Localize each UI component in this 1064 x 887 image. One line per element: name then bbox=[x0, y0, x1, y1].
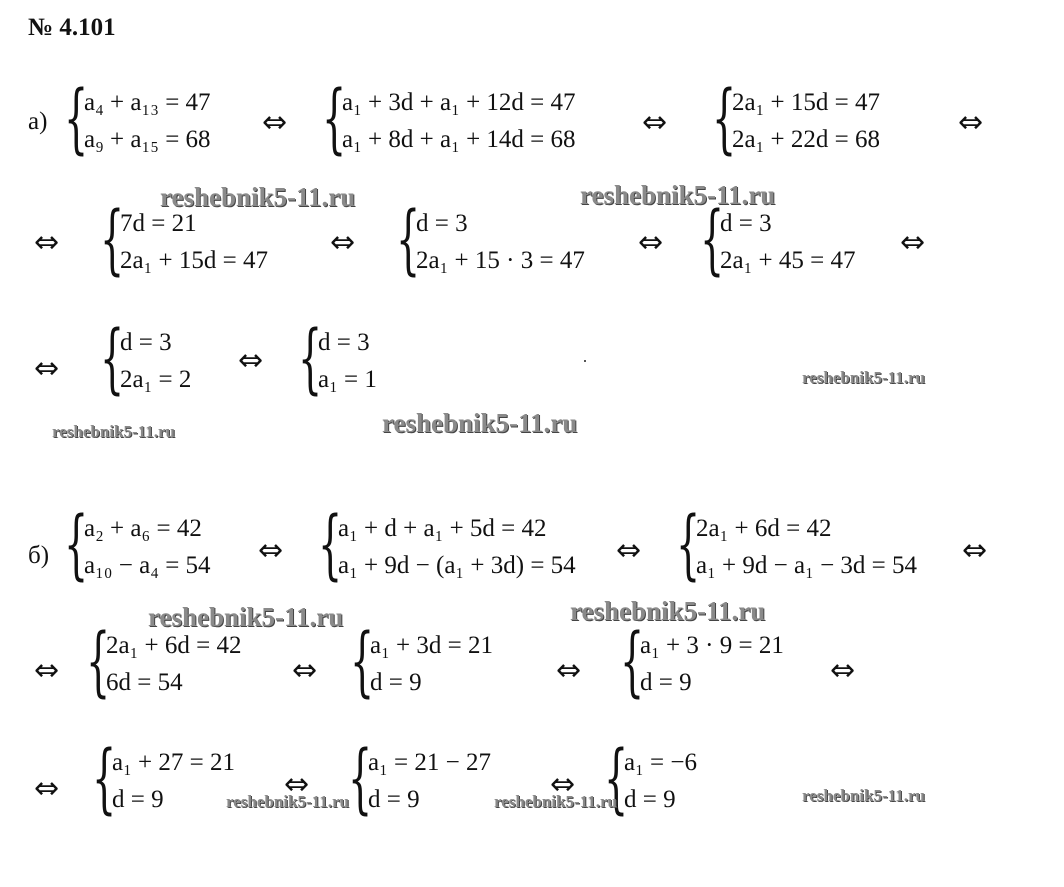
equivalence-arrow: ⇔ bbox=[330, 225, 356, 260]
system-b-8: { a₁ = 21 − 27 d = 9 bbox=[348, 733, 492, 822]
equivalence-arrow: ⇔ bbox=[638, 225, 664, 260]
watermark: reshebnik5-11.ru bbox=[160, 182, 356, 212]
system-a-7: { d = 3 2a₁ = 2 bbox=[100, 313, 192, 402]
equivalence-arrow: ⇔ bbox=[34, 653, 60, 688]
watermark: reshebnik5-11.ru bbox=[494, 792, 617, 811]
watermark: reshebnik5-11.ru bbox=[802, 368, 925, 387]
equivalence-arrow: ⇔ bbox=[642, 105, 668, 140]
watermark: reshebnik5-11.ru bbox=[802, 786, 925, 805]
equation: a₁ + 9d − (a₁ + 3d) = 54 bbox=[338, 552, 576, 579]
system-a-4: { 7d = 21 2a₁ + 15d = 47 bbox=[100, 194, 269, 283]
equation: 2a₁ + 15d = 47 bbox=[120, 247, 269, 274]
equivalence-arrow: ⇔ bbox=[284, 767, 310, 802]
equation: d = 3 bbox=[416, 210, 468, 237]
system-a-5: { d = 3 2a₁ + 15 · 3 = 47 bbox=[396, 194, 585, 283]
watermark: reshebnik5-11.ru bbox=[580, 180, 776, 210]
part-b-label: б) bbox=[28, 542, 50, 569]
equation: a₁₀ − a₄ = 54 bbox=[84, 552, 211, 579]
equivalence-arrow: ⇔ bbox=[550, 767, 576, 802]
equation: a₁ = −6 bbox=[624, 749, 698, 776]
system-b-2: { a₁ + d + a₁ + 5d = 42 a₁ + 9d − (a₁ + 3d) = 54 bbox=[318, 499, 576, 588]
equation: d = 3 bbox=[120, 329, 172, 356]
watermark: reshebnik5-11.ru bbox=[226, 792, 349, 811]
system-a-1: { a₄ + a₁₃ = 47 a₉ + a₁₅ = 68 bbox=[64, 73, 211, 162]
system-a-8: { d = 3 a₁ = 1 bbox=[298, 313, 377, 402]
watermark: reshebnik5-11.ru bbox=[52, 422, 175, 441]
equation: d = 3 bbox=[318, 329, 370, 356]
equivalence-arrow: ⇔ bbox=[958, 105, 984, 140]
equation: d = 9 bbox=[624, 786, 676, 813]
equation: 2a₁ + 15d = 47 bbox=[732, 89, 881, 116]
equation: 7d = 21 bbox=[120, 210, 197, 237]
equation: 2a₁ + 6d = 42 bbox=[696, 515, 832, 542]
equation: d = 3 bbox=[720, 210, 772, 237]
equation: a₁ + 8d + a₁ + 14d = 68 bbox=[342, 126, 576, 153]
system-b-3: { 2a₁ + 6d = 42 a₁ + 9d − a₁ − 3d = 54 bbox=[676, 499, 918, 588]
system-b-1: { a₂ + a₆ = 42 a₁₀ − a₄ = 54 bbox=[64, 499, 211, 588]
system-a-6: { d = 3 2a₁ + 45 = 47 bbox=[700, 194, 856, 283]
system-b-7: { a₁ + 27 = 21 d = 9 bbox=[92, 733, 236, 822]
watermark: reshebnik5-11.ru bbox=[570, 596, 766, 626]
equation: a₂ + a₆ = 42 bbox=[84, 515, 202, 542]
equation: d = 9 bbox=[370, 669, 422, 696]
equation: a₄ + a₁₃ = 47 bbox=[84, 89, 211, 116]
system-b-6: { a₁ + 3 · 9 = 21 d = 9 bbox=[620, 616, 784, 705]
equivalence-arrow: ⇔ bbox=[962, 533, 988, 568]
watermark: reshebnik5-11.ru bbox=[382, 408, 578, 438]
equation: d = 9 bbox=[368, 786, 420, 813]
equation: 2a₁ + 6d = 42 bbox=[106, 632, 242, 659]
equivalence-arrow: ⇔ bbox=[34, 225, 60, 260]
equation: d = 9 bbox=[640, 669, 692, 696]
system-b-4: { 2a₁ + 6d = 42 6d = 54 bbox=[86, 616, 242, 705]
equivalence-arrow: ⇔ bbox=[830, 653, 856, 688]
equation: a₁ + 27 = 21 bbox=[112, 749, 236, 776]
equation: 6d = 54 bbox=[106, 669, 183, 696]
system-a-3: { 2a₁ + 15d = 47 2a₁ + 22d = 68 bbox=[712, 73, 881, 162]
equation: a₁ = 1 bbox=[318, 366, 377, 393]
equation: a₁ + 9d − a₁ − 3d = 54 bbox=[696, 552, 918, 579]
problem-number: № 4.101 bbox=[28, 14, 116, 41]
equation: 2a₁ + 15 · 3 = 47 bbox=[416, 247, 585, 274]
equivalence-arrow: ⇔ bbox=[556, 653, 582, 688]
equation: 2a₁ = 2 bbox=[120, 366, 192, 393]
equation: a₁ + 3d = 21 bbox=[370, 632, 494, 659]
stray-dot bbox=[584, 360, 586, 362]
equation: a₉ + a₁₅ = 68 bbox=[84, 126, 211, 153]
system-a-2: { a₁ + 3d + a₁ + 12d = 47 a₁ + 8d + a₁ + 14d = 68 bbox=[322, 73, 576, 162]
equation: a₁ + d + a₁ + 5d = 42 bbox=[338, 515, 547, 542]
equivalence-arrow: ⇔ bbox=[258, 533, 284, 568]
part-a-label: а) bbox=[28, 108, 48, 135]
equation: d = 9 bbox=[112, 786, 164, 813]
equivalence-arrow: ⇔ bbox=[262, 105, 288, 140]
equation: a₁ + 3d + a₁ + 12d = 47 bbox=[342, 89, 576, 116]
equivalence-arrow: ⇔ bbox=[238, 343, 264, 378]
equivalence-arrow: ⇔ bbox=[34, 351, 60, 386]
equivalence-arrow: ⇔ bbox=[292, 653, 318, 688]
watermark: reshebnik5-11.ru bbox=[148, 602, 344, 632]
system-b-5: { a₁ + 3d = 21 d = 9 bbox=[350, 616, 494, 705]
equation: 2a₁ + 45 = 47 bbox=[720, 247, 856, 274]
equation: a₁ + 3 · 9 = 21 bbox=[640, 632, 784, 659]
equation: a₁ = 21 − 27 bbox=[368, 749, 492, 776]
equivalence-arrow: ⇔ bbox=[900, 225, 926, 260]
equivalence-arrow: ⇔ bbox=[616, 533, 642, 568]
equivalence-arrow: ⇔ bbox=[34, 771, 60, 806]
equation: 2a₁ + 22d = 68 bbox=[732, 126, 881, 153]
system-b-9: { a₁ = −6 d = 9 bbox=[604, 733, 698, 822]
